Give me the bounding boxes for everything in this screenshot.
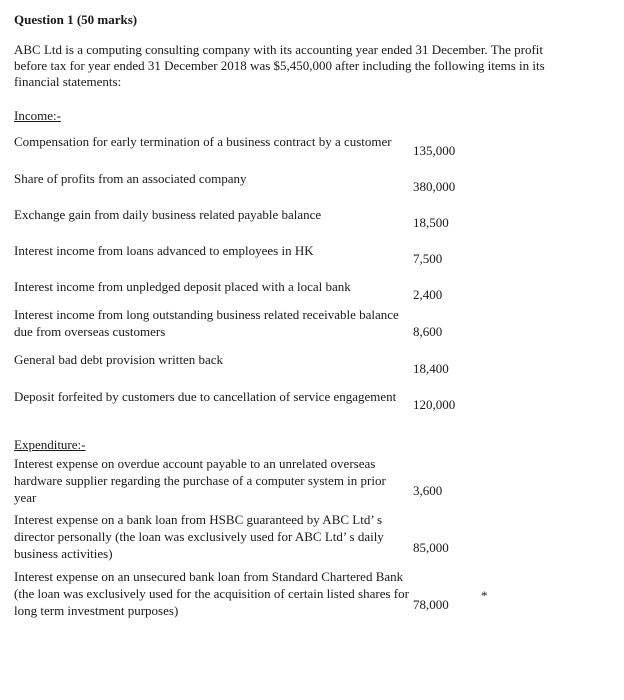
income-item-amount: 380,000 [413,179,456,194]
label-line: long term investment purposes) [14,603,179,618]
label-line: business activities) [14,546,113,561]
income-item-label: General bad debt provision written back [14,352,224,367]
intro-line: before tax for year ended 31 December 2018 was $5,450,000 after including the following items in its [14,58,545,73]
label-line: Interest expense on an unsecured bank loan from Standard Chartered Bank [14,569,404,584]
income-item-label: Deposit forfeited by customers due to cancellation of service engagement [14,389,397,404]
expenditure-item-label [14,568,409,619]
expenditure-item-amount: 3,600 [413,483,443,498]
income-item-amount: 135,000 [413,143,456,158]
income-item-amount: 120,000 [413,397,456,412]
label-line: director personally (the loan was exclusively used for ABC Ltd’ s daily [14,529,384,544]
question-title: Question 1 (50 marks) [14,12,138,27]
label-line: due from overseas customers [14,324,166,339]
expenditure-item-label [14,511,384,562]
income-item-label [14,306,399,340]
intro-line: financial statements: [14,74,122,89]
question-intro [14,42,545,90]
income-item-amount: 2,400 [413,287,443,302]
label-line: Interest income from long outstanding business related receivable balance [14,307,399,322]
income-item-label: Exchange gain from daily business related payable balance [14,207,322,222]
income-heading: Income:- [14,108,61,123]
expenditure-item-amount: 85,000 [413,540,449,555]
label-line: (the loan was exclusively used for the acquisition of certain listed shares for [14,586,409,601]
label-line: hardware supplier regarding the purchase of a computer system in prior [14,473,386,488]
income-item-amount: 8,600 [413,324,443,339]
label-line: year [14,490,37,505]
asterisk-marker: * [481,588,488,603]
income-item-label: Share of profits from an associated company [14,171,247,186]
income-item-label: Interest income from unpledged deposit placed with a local bank [14,279,351,294]
expenditure-heading: Expenditure:- [14,437,86,452]
expenditure-item-amount: 78,000 [413,597,449,612]
label-line: Interest expense on overdue account payable to an unrelated overseas [14,456,376,471]
income-item-amount: 18,400 [413,361,449,376]
expenditure-item-label [14,455,386,506]
label-line: Interest expense on a bank loan from HSBC guaranteed by ABC Ltd’ s [14,512,383,527]
income-item-label: Interest income from loans advanced to employees in HK [14,243,314,258]
income-item-amount: 18,500 [413,215,449,230]
intro-line: ABC Ltd is a computing consulting company with its accounting year ended 31 December. The profit [14,42,544,57]
income-item-label: Compensation for early termination of a business contract by a customer [14,134,392,149]
income-item-amount: 7,500 [413,251,443,266]
